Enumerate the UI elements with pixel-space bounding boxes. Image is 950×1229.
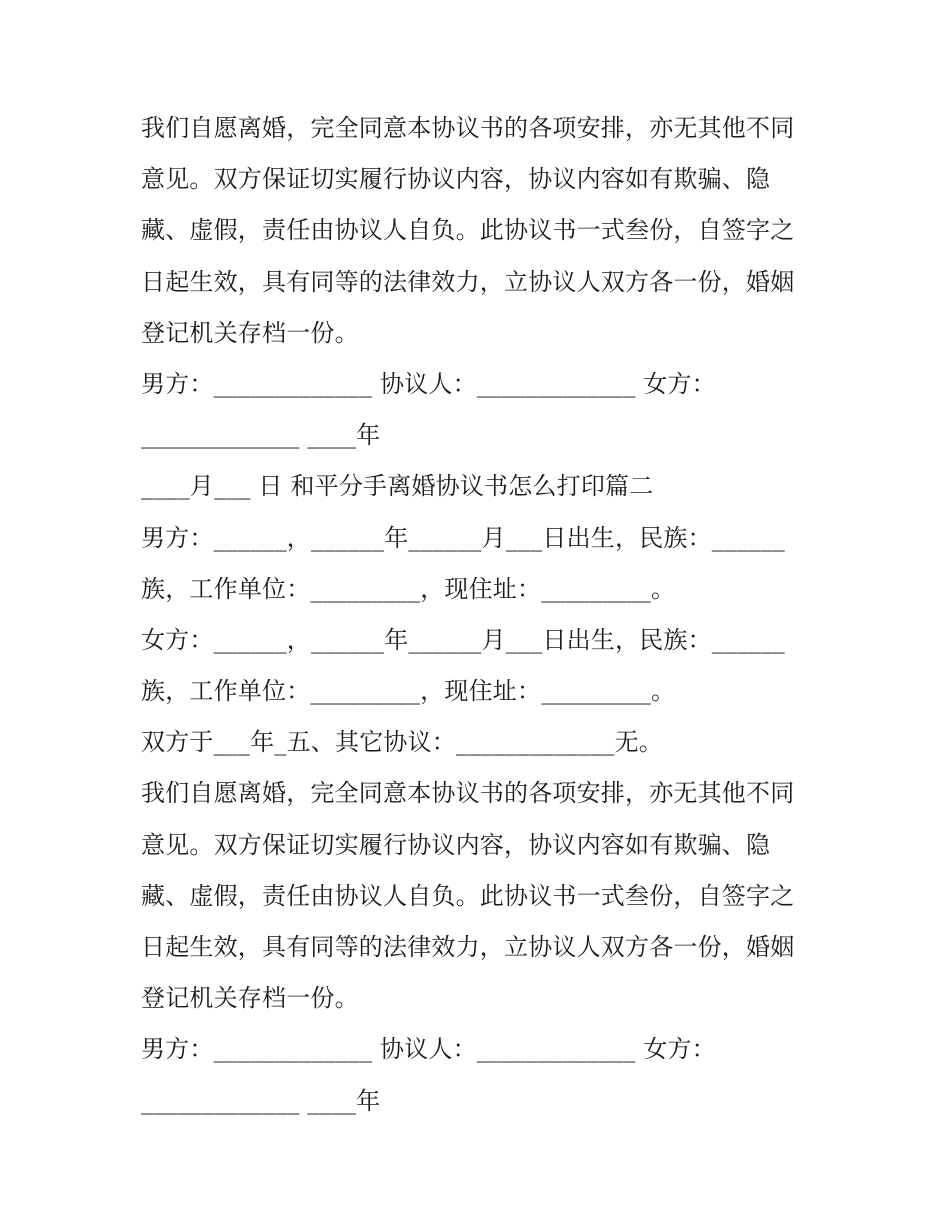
document-body [141,103,816,1127]
paragraph-line: 日起生效，具有同等的法律效力，立协议人双方各一份，婚姻 [141,267,795,296]
paragraph-line: 日起生效，具有同等的法律效力，立协议人双方各一份，婚姻 [141,933,795,961]
section-heading: ____月___ 日 和平分手离婚协议书怎么打印篇二 [141,472,654,501]
form-line-female: 女方：______，______年______月___日出生，民族：______ [141,625,785,654]
form-line-other-agreement: 双方于___年_五、其它协议：_____________无。 [141,728,663,757]
signature-line: _____________ ____年 [141,421,381,450]
paragraph-line: 藏、虚假，责任由协议人自负。此协议书一式叁份，自签字之 [141,881,795,910]
signature-line: _____________ ____年 [141,1086,381,1115]
paragraph-line: 我们自愿离婚，完全同意本协议书的各项安排，亦无其他不同 [141,114,795,142]
form-line-female-work: 族，工作单位：_________，现住址：_________。 [141,677,676,706]
paragraph-line: 我们自愿离婚，完全同意本协议书的各项安排，亦无其他不同 [141,779,795,808]
paragraph-line: 意见。双方保证切实履行协议内容，协议内容如有欺骗、隐 [141,830,771,859]
signature-line: 男方：_____________ 协议人：_____________ 女方： [141,1035,716,1064]
form-line-male-work: 族，工作单位：_________，现住址：_________。 [141,574,676,603]
paragraph-line: 意见。双方保证切实履行协议内容，协议内容如有欺骗、隐 [141,165,771,194]
signature-line: 男方：_____________ 协议人：_____________ 女方： [141,369,716,398]
paragraph-line: 登记机关存档一份。 [141,318,359,347]
form-line-male: 男方：______，______年______月___日出生，民族：______ [141,523,785,552]
paragraph-line: 藏、虚假，责任由协议人自负。此协议书一式叁份，自签字之 [141,216,795,245]
paragraph-line: 登记机关存档一份。 [141,984,359,1013]
